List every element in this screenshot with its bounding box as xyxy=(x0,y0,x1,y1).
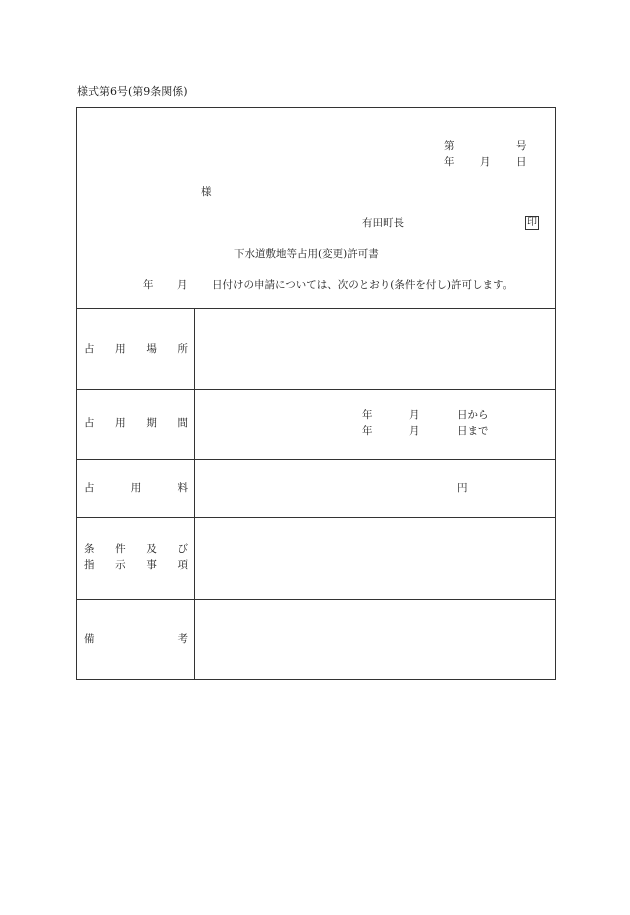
form-number-label: 様式第6号(第9条関係) xyxy=(77,85,188,98)
label-conditions-line2 xyxy=(84,560,188,571)
label-char: 条 xyxy=(84,543,95,555)
period-from-month: 月 xyxy=(409,409,420,421)
label-char: 用 xyxy=(130,482,142,494)
body-year: 年 xyxy=(143,279,154,291)
period-from-day: 日から xyxy=(457,409,489,421)
label-char: 事 xyxy=(146,559,157,571)
label-char: 場 xyxy=(146,343,157,355)
date-day: 日 xyxy=(516,156,527,168)
label-period xyxy=(84,418,188,429)
label-char: 占 xyxy=(84,343,95,355)
body-month: 月 xyxy=(177,279,188,291)
label-char: 用 xyxy=(115,343,126,355)
addressee-suffix: 様 xyxy=(201,186,212,198)
label-char: 及 xyxy=(146,543,157,555)
label-column-divider xyxy=(194,308,195,680)
label-char: 料 xyxy=(177,482,188,494)
label-fee xyxy=(84,483,188,494)
label-remarks xyxy=(84,634,188,645)
seal-mark: 印 xyxy=(527,217,537,228)
row-divider-place xyxy=(76,308,556,309)
label-char: 所 xyxy=(177,343,188,355)
form-frame xyxy=(76,107,556,680)
document-title: 下水道敷地等占用(変更)許可書 xyxy=(234,248,379,260)
label-place xyxy=(84,344,188,355)
label-char: 考 xyxy=(177,633,188,645)
label-char: 期 xyxy=(146,417,157,429)
number-suffix: 号 xyxy=(516,140,527,152)
row-divider-conditions xyxy=(76,517,556,518)
label-char: び xyxy=(177,543,188,555)
label-char: 備 xyxy=(84,633,95,645)
period-to-day: 日まで xyxy=(457,425,489,437)
label-char: 占 xyxy=(84,482,95,494)
fee-unit: 円 xyxy=(457,482,468,494)
label-char: 間 xyxy=(177,417,188,429)
date-year: 年 xyxy=(444,156,455,168)
label-char: 指 xyxy=(84,559,95,571)
issuer-name: 有田町長 xyxy=(362,217,404,229)
label-char: 用 xyxy=(115,417,126,429)
row-divider-remarks xyxy=(76,599,556,600)
label-char: 示 xyxy=(115,559,126,571)
date-month: 月 xyxy=(480,156,491,168)
period-from-year: 年 xyxy=(362,409,373,421)
label-char: 項 xyxy=(177,559,188,571)
row-divider-fee xyxy=(76,459,556,460)
period-to-month: 月 xyxy=(409,425,420,437)
number-prefix: 第 xyxy=(444,140,455,152)
label-char: 件 xyxy=(115,543,126,555)
permit-statement: 日付けの申請については、次のとおり(条件を付し)許可します。 xyxy=(212,279,514,291)
period-to-year: 年 xyxy=(362,425,373,437)
label-conditions-line1 xyxy=(84,544,188,555)
row-divider-period xyxy=(76,389,556,390)
label-char: 占 xyxy=(84,417,95,429)
